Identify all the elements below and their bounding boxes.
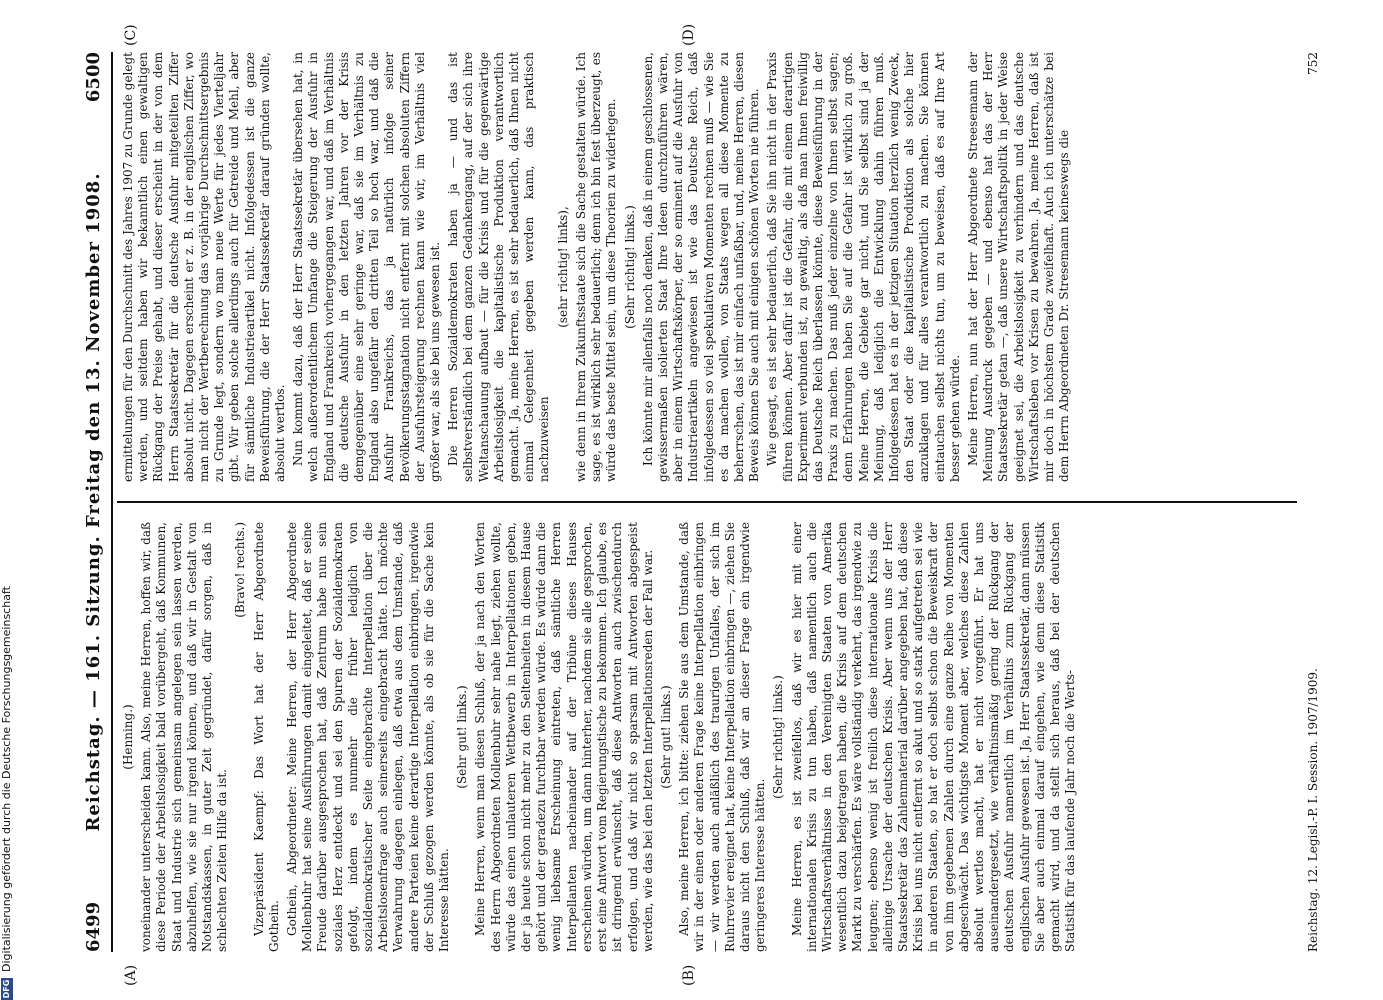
paragraph: Die Herren Sozialdemokraten haben ja — und das ist selbstverständlich bei dem ganzen Gedankengang, auf der sich ihre Weltanschauung aufbaut — für die Krisis und für die gegenwärtige Arbeitslosigkeit die kapitalistische Produktion verantwortlich gemacht. Ja, meine Herren, es ist sehr bedauerlich, daß Ihnen nicht einmal Gelegenheit gegeben werden kann, das praktisch nachzuweisen [446, 52, 552, 482]
footer-page-number: 752 [1306, 52, 1320, 75]
marker-c: (C) [123, 24, 139, 46]
paragraph: Meine Herren, es ist zweifellos, daß wir es hier mit einer internationalen Krisis zu tun haben, daß namentlich auch die Wirtschaftsverhältnisse in den Vereinigten Staaten von Amerika wesentlich dazu beigetragen haben, die Krisis auf dem deutschen Markt zu verschärfen. Es wäre vollständig verkehrt, das irgendwie zu leugnen; ebenso wenig ist freilich diese internationale Krisis die alleinige Ursache der deutschen Krisis. Aber wenn uns der Herr Staatssekretär das Zahlenmaterial darüber angegeben hat, daß diese Krisis bei uns nicht entfernt so akut und so stark aufgetreten sei wie in anderen Staaten, so hat er doch selbst schon die Beweiskraft der von ihm gegebenen Zahlen durch eine ganze Reihe von Momenten abgeschwächt. Das wichtigste Moment aber, welches diese Zahlen absolut wertlos macht, hat er nicht vorgeführt. Er hat uns auseinandergesetzt, wie verhältnismäßig gering der Rückgang der deutschen Ausfuhr namentlich im Verhältnis zum Rückgang der englischen Ausfuhr gewesen ist. Ja, Herr Staatssekretär, dann müssen Sie aber auch einmal darauf eingehen, wie denn diese Statistik gemacht wird, und da stellt sich heraus, daß bei der deutschen Statistik für das laufende Jahr noch die Werts- [789, 522, 1078, 952]
reaction: (Sehr richtig! links.) [771, 675, 786, 799]
digitization-notice [0, 0, 16, 1000]
paragraph: Ich könnte mir allenfalls noch denken, daß in einem geschlossenen, gewissermaßen isolierten Staat Ihre Ideen durchzuführen wären, aber in einem Wirtschaftskörper, der so eminent auf die Ausfuhr von Industrieartikeln angewiesen ist wie das Deutsche Reich, daß infolgedessen so viel spekulativen Momenten rechnen muß — wie Sie es da machen wollen, von Staats wegen all diese Momente zu beherrschen, das ist mir einfach unfaßbar, und, meine Herren, diesen Beweis können Sie auch mit einigen schönen Worten nie führen. [640, 52, 762, 482]
paragraph: ermittelungen für den Durchschnitt des Jahres 1907 zu Grunde gelegt werden, und seitdem haben wir bekanntlich einen gewaltigen Rückgang der Preise gehabt, und dieser erscheint in der von dem Herrn Staatssekretär für die deutsche Ausfuhr mitgeteilten Ziffer absolut nicht. Dagegen erscheint er z. B. in der englischen Ziffer, wo man nicht der Wertberechnung das vorjährige Durchschnittsergebnis zu Grunde legt, sondern wo man neue Werte für jedes Vierteljahr gibt. Wir geben solche allerdings auch für Getreide und Mehl, aber für sämtliche Industrieartikel nicht. Infolgedessen ist die ganze Beweisführung, die der Herr Staatssekretär darauf gründen wollte, absolut wertlos. [121, 52, 288, 482]
marker-a: (A) [123, 964, 139, 986]
paragraph-chair: Vizepräsident Kaempf: Das Wort hat der Herr Abgeordnete Gothein. [251, 522, 281, 952]
paragraph: Meine Herren, nun hat der Herr Abgeordnete Streesemann der Meinung Ausdruck gegeben — und ebenso hat das der Herr Staatssekretär getan —, daß unsere Wirtschaftspolitik in jeder Weise geeignet sei, die Arbeitslosigkeit zu verhindern und das deutsche Wirtschaftsleben vor Krisen zu bewahren. Ja, meine Herren, daß ist mir doch in höchstem Grade zweifelhaft. Auch ich unterschätze bei dem Herrn Abgeordneten Dr. Stresemann keineswegs die [965, 52, 1072, 482]
paragraph: Meine Herren, wenn man diesen Schluß, der ja nach den Worten des Herrn Abgeordneten Mollenbuhr sehr nahe liegt, ziehen wollte, würde das einen unlauteren Wettbewerb in Interpellationen geben, der ja heute schon nicht mehr zu den Seltenheiten in diesem Hause gehört und der geradezu furchtbar werden würde. Es würde dann die wenig liebsame Erscheinung eintreten, daß sämtliche Herren Interpellanten nacheinander auf der Tribüne dieses Hauses erscheinen würden, um dann hinterher, nachdem sie alle gesprochen, erst eine Antwort vom Regierungstische zu bekommen. Ich glaube, es ist dringend erwünscht, daß diese Antworten auch zwischendurch erfolgen, und daß wir nicht so sparsam mit Antworten abgespeist werden, wie das bei den letzten Interpellationsreden der Fall war. [473, 522, 655, 952]
reaction: (Sehr gut! links.) [455, 685, 470, 789]
speaker-tag: (Henning.) [121, 704, 135, 770]
paragraph: Wie gesagt, es ist sehr bedauerlich, daß Sie ihn nicht in der Praxis führen können. Aber dafür ist die Gefahr, die mit einem derartigen Experiment verbunden ist, zu gewaltig, als daß man Ihnen freiwillig das Deutsche Reich überlassen könnte, diese Beweisführung in der Praxis zu machen. Das muß jeder einzelne von Ihnen selbst sagen; denn Erfahrungen haben Sie auf die Gefahr ist wirklich zu groß. Meine Herren, die Gebiete gar nicht, und Sie selbst sind ja der Meinung, daß lediglich die Entwicklung dahin führen muß. Infolgedessen hat es in der jetzigen Situation herzlich wenig Zweck, den Staat oder die kapitalistische Produktion als solche hier anzuklagen und für alles verantwortlich zu machen. Sie können eintauchen selbst nichts tun, um zu beweisen, daß es auf Ihre Art besser gehen würde. [765, 52, 962, 482]
header-rule [111, 52, 113, 952]
paragraph: wie denn in Ihrem Zukunftsstaate sich die Sache gestalten würde. Ich sage, es ist wirklich sehr bedauerlich; denn ich bin fest überzeugt, es würde das beste Mittel sein, um diese Theorien zu widerlegen. [573, 52, 619, 482]
marker-d: (D) [681, 23, 697, 46]
digitization-text: Digitalisierung gefördert durch die Deutsche Forschungsgemeinschaft [0, 586, 13, 972]
reaction: (Sehr gut! links.) [658, 685, 673, 789]
left-column [121, 522, 1301, 952]
footer-source: Reichstag. 12. Legisl.-P. I. Session. 1907/1909. [1306, 668, 1320, 952]
paragraph-speaker: Gothein, Abgeordneter: Meine Herren, der Herr Abgeordnete Mollenbuhr hat seine Ausführungen damit eingeleitet, daß er seine Freude darüber ausgesprochen hat, daß Zentrum habe nun sein soziales Herz entdeckt und sei den Spuren der Sozialdemokraten gefolgt, indem es nunmehr die früher lediglich von sozialdemokratischer Seite eingebrachte Interpellation über die Arbeitslosenfrage auch seinerseits eingebracht hätte. Ich möchte Verwahrung dagegen einlegen, daß etwa aus dem Umstande, daß andere Parteien keine derartige Interpellation einbringen, irgendwie der Schluß gezogen werden könnte, als ob sie für die Sache kein Interesse hätten. [285, 522, 452, 952]
dfg-logo-icon: DFG [2, 979, 11, 999]
paragraph: Nun kommt dazu, daß der Herr Staatssekretär übersehen hat, in welch außerordentlichem Umfange die Steigerung der Ausfuhr in England und Frankreich vorhergegangen war, und daß im Verhältnis die deutsche Ausfuhr in den letzten Jahren vor der Krisis demgegenüber eine sehr geringe war, daß sie im Verhältnis zu England also ungefähr den dritten Teil so hoch war, und daß die Ausfuhr Frankreichs, das ja natürlich infolge seiner Bevölkerungsstagnation nicht entfernt mit solchen absoluten Ziffern der Ausfuhrsteigerung rechnen kann wie wir, im Verhältnis viel größer war, als sie bei uns gewesen ist. [291, 52, 443, 482]
column-rule [117, 501, 1297, 503]
page-number-right: 6500 [83, 52, 104, 103]
page-number-left: 6499 [83, 901, 104, 952]
paragraph: voneinander unterscheiden kann. Also, meine Herren, hoffen wir, daß diese Periode der Arbeitslosigkeit bald vorübergeht, daß Kommunen, Staat und Industrie sich gemeinsam angelegen sein lassen werden, abzuhelfen, wie sie nur irgend können, und daß wir in Gestalt von Notstandskassen, in guter Zeit gegründet, dafür sorgen, daß in schlechten Zeiten Hilfe da ist. [139, 522, 230, 952]
reaction: (Bravo! rechts.) [233, 522, 248, 618]
page-footer [1306, 52, 1322, 952]
reaction: (sehr richtig! links), [555, 206, 570, 328]
rotated-page [81, 23, 1321, 986]
marker-b: (B) [681, 964, 697, 986]
paragraph: Also, meine Herren, ich bitte: ziehen Sie aus dem Umstande, daß wir in der einen oder anderen Frage keine Interpellation einbringen — wir werden auch anläßlich des traurigen Unfalles, der sich im Ruhrrevier ereignet hat, keine Interpellation einbringen —, ziehen Sie daraus nicht den Schluß, daß wir an dieser Frage ein irgendwie geringeres Interesse hätten. [677, 522, 768, 952]
page-title: Reichstag. — 161. Sitzung. Freitag den 13. November 1908. [83, 172, 104, 832]
reaction: (Sehr richtig! links.) [622, 205, 637, 329]
page-header [81, 52, 111, 952]
right-column [121, 52, 1301, 482]
